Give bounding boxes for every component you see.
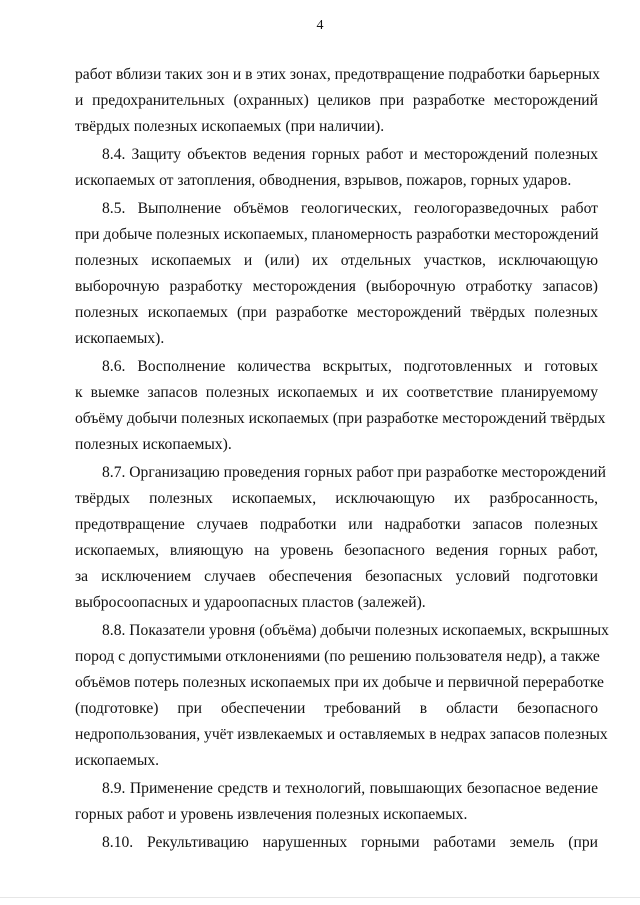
text-line: полезных ископаемых и (или) их отдельных участков, исключающую xyxy=(75,252,598,269)
text-line: горных работ и уровень извлечения полезных ископаемых. xyxy=(75,806,468,823)
text-line: ископаемых). xyxy=(75,330,165,347)
paragraph-8-5 xyxy=(75,196,598,352)
text-line: работ вблизи таких зон и в этих зонах, предотвращение подработки барьерных xyxy=(75,66,600,83)
text-line: 8.6. Восполнение количества вскрытых, подготовленных и готовых xyxy=(102,358,598,375)
text-line: предотвращение случаев подработки или надработки запасов полезных xyxy=(75,516,598,533)
text-line: 8.9. Применение средств и технологий, повышающих безопасное ведение xyxy=(102,780,598,797)
document-body xyxy=(75,62,609,856)
text-line: 8.5. Выполнение объёмов геологических, геологоразведочных работ xyxy=(102,200,598,217)
paragraph-8-8 xyxy=(75,618,609,774)
text-line: недропользования, учёт извлекаемых и оставляемых в недрах запасов полезных xyxy=(75,726,608,743)
text-line: выбросоопасных и удароопасных пластов (залежей). xyxy=(75,594,426,611)
text-line: пород с допустимыми отклонениями (по решению пользователя недр), а также xyxy=(75,648,600,665)
text-line: и предохранительных (охранных) целиков при разработке месторождений xyxy=(75,92,598,109)
text-line: полезных ископаемых). xyxy=(75,436,232,453)
paragraph-8-9 xyxy=(75,776,598,828)
text-line: 8.10. Рекультивацию нарушенных горными работами земель (при xyxy=(102,834,598,851)
text-line: твёрдых полезных ископаемых, исключающую их разбросанность, xyxy=(75,490,598,507)
text-line: при добыче полезных ископаемых, планомерность разработки месторождений xyxy=(75,226,599,243)
text-line: за исключением случаев обеспечения безопасных условий подготовки xyxy=(75,568,598,585)
text-line: ископаемых. xyxy=(75,752,160,769)
text-line: 8.8. Показатели уровня (объёма) добычи полезных ископаемых, вскрышных xyxy=(102,622,609,639)
text-line: к выемке запасов полезных ископаемых и их соответствие планируемому xyxy=(75,384,598,401)
text-line: объёмов потерь полезных ископаемых при их добыче и первичной переработке xyxy=(75,674,604,691)
text-line: выборочную разработку месторождения (выборочную отработку запасов) xyxy=(75,278,598,295)
paragraph-8-10 xyxy=(75,830,598,856)
paragraph-8-4 xyxy=(75,142,598,194)
paragraph-8-7 xyxy=(75,460,606,616)
page-edge-divider xyxy=(0,897,640,898)
text-line: твёрдых полезных ископаемых (при наличии). xyxy=(75,118,385,135)
text-line: полезных ископаемых (при разработке месторождений твёрдых полезных xyxy=(75,304,598,321)
text-line: ископаемых от затопления, обводнения, взрывов, пожаров, горных ударов. xyxy=(75,172,572,189)
page-number: 4 xyxy=(316,18,324,33)
paragraph-8-6 xyxy=(75,354,606,458)
text-line: (подготовке) при обеспечении требований в области безопасного xyxy=(75,700,598,717)
text-line: ископаемых, влияющую на уровень безопасного ведения горных работ, xyxy=(75,542,598,559)
text-line: 8.7. Организацию проведения горных работ при разработке месторождений xyxy=(102,464,606,481)
text-line: 8.4. Защиту объектов ведения горных работ и месторождений полезных xyxy=(102,146,598,163)
paragraph-continuation xyxy=(75,62,598,140)
text-line: объёму добычи полезных ископаемых (при разработке месторождений твёрдых xyxy=(75,410,606,427)
